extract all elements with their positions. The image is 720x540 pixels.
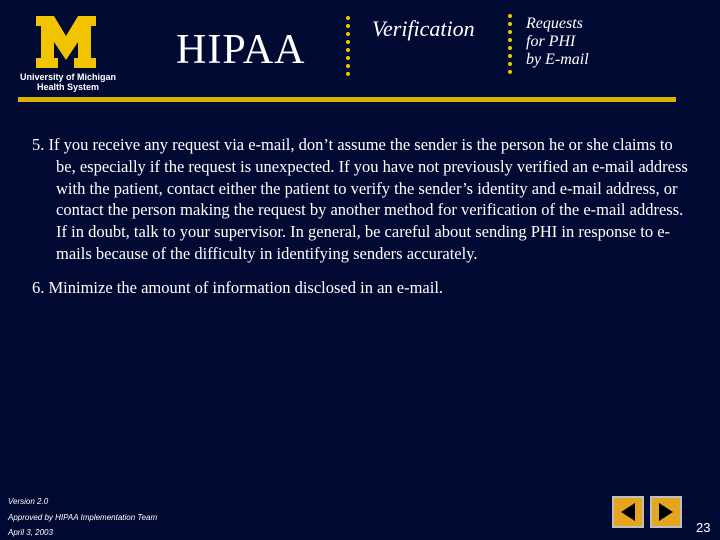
- logo-line-2: Health System: [36, 82, 100, 92]
- page-number: 23: [696, 520, 711, 535]
- logo-line-1: University of Michigan: [19, 72, 117, 82]
- next-slide-button[interactable]: [650, 496, 682, 528]
- header-divider-2: [508, 14, 512, 74]
- header-title: HIPAA: [176, 27, 306, 73]
- block-m-icon: [36, 16, 96, 68]
- logo-text: [18, 72, 118, 92]
- header-divider-1: [346, 16, 350, 76]
- header-section: Verification: [372, 16, 475, 41]
- footer-approved: Approved by HIPAA Implementation Team: [8, 513, 158, 522]
- slide-content: [32, 134, 692, 299]
- content-item-5: 5. If you receive any request via e-mail, don’t assume the sender is the person he or she claims to be, especially if the request is unexpected. If you have not previously verified an e-mail address with the patient, contact either the patient to verify the sender’s identity and e-mail address, or contact the person making the request by another method for verification of the e-mail address. If in doubt, talk to your supervisor. In general, be careful about sending PHI in response to e-mails because of the difficulty in identifying senders accurately.: [32, 135, 688, 263]
- header-subsection-line-3: by E-mail: [526, 51, 589, 68]
- header-subsection-line-2: for PHI: [526, 33, 576, 50]
- header-rule: [18, 97, 676, 102]
- footer-date: April 3, 2003: [8, 528, 53, 537]
- triangle-left-icon: [617, 501, 639, 523]
- header-subsection-line-1: Requests: [526, 15, 583, 32]
- content-item-6: 6. Minimize the amount of information disclosed in an e-mail.: [32, 277, 444, 297]
- header-subsection: [526, 15, 589, 69]
- university-logo: [18, 14, 117, 94]
- previous-slide-button[interactable]: [612, 496, 644, 528]
- footer-version: Version 2.0: [8, 497, 49, 506]
- triangle-right-icon: [655, 501, 677, 523]
